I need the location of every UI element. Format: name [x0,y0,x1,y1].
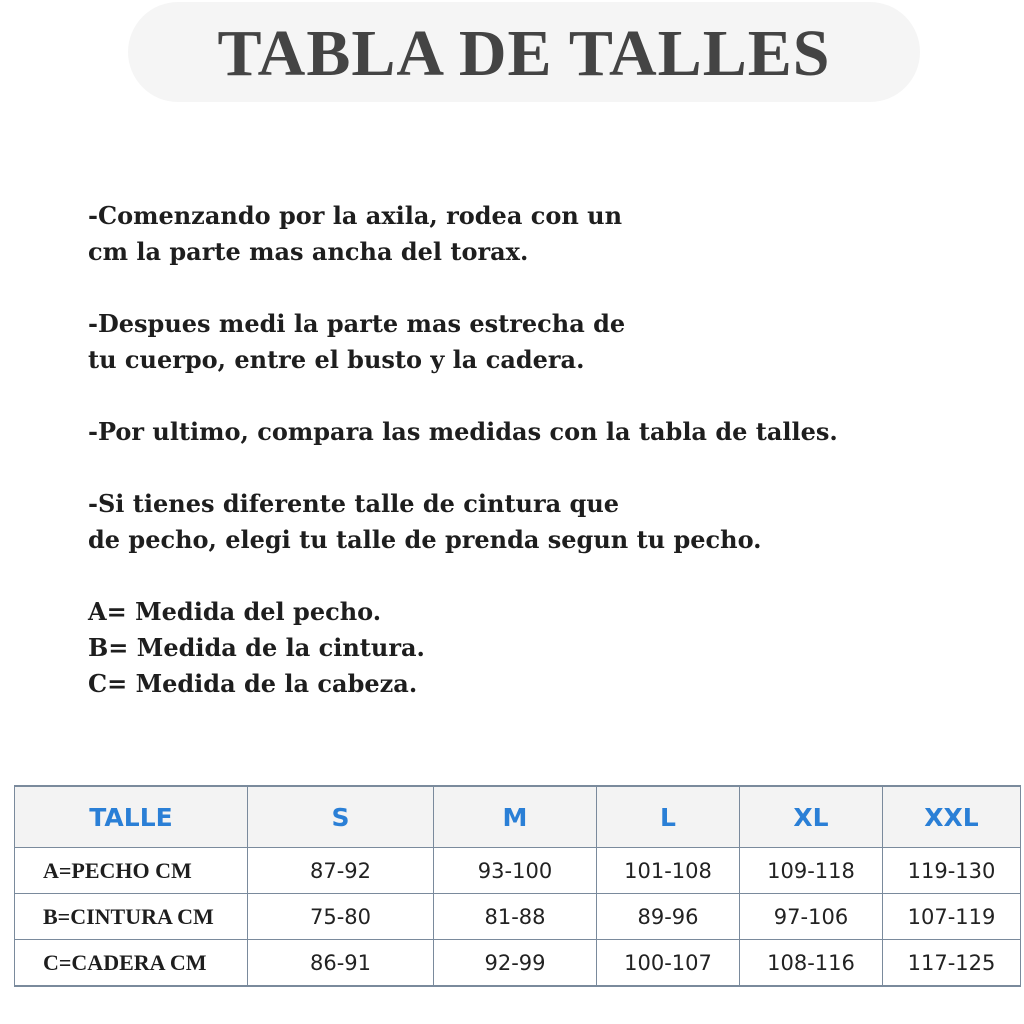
title-banner [128,2,920,102]
table-cell: 119-130 [883,848,1021,894]
table-cell: 108-116 [740,940,883,987]
legend-item-b: B= Medida de la cintura. [88,633,425,662]
table-cell: 81-88 [434,894,597,940]
instruction-paragraph [88,414,988,450]
table-cell: 101-108 [597,848,740,894]
instruction-line: -Si tienes diferente talle de cintura que [88,489,620,518]
size-chart-table [14,785,1021,987]
measurement-legend [88,594,988,702]
instruction-line: -Despues medi la parte mas estrecha de [88,309,626,338]
header-size-xl: XL [740,786,883,848]
header-size-s: S [248,786,434,848]
legend-item-c: C= Medida de la cabeza. [88,669,418,698]
measuring-instructions [88,198,988,702]
table-cell: 86-91 [248,940,434,987]
instruction-paragraph [88,486,988,558]
table-row-pecho [15,848,1021,894]
row-label: C=CADERA CM [15,940,248,987]
table-cell: 92-99 [434,940,597,987]
table-row-cintura [15,894,1021,940]
instruction-line: tu cuerpo, entre el busto y la cadera. [88,345,585,374]
instruction-line: -Comenzando por la axila, rodea con un [88,201,623,230]
table-cell: 100-107 [597,940,740,987]
table-cell: 117-125 [883,940,1021,987]
table-cell: 75-80 [248,894,434,940]
table-row-cadera [15,940,1021,987]
instruction-line: cm la parte mas ancha del torax. [88,237,529,266]
header-talle: TALLE [15,786,248,848]
table-cell: 97-106 [740,894,883,940]
header-size-l: L [597,786,740,848]
instruction-line: -Por ultimo, compara las medidas con la tabla de talles. [88,417,838,446]
table-cell: 107-119 [883,894,1021,940]
header-size-xxl: XXL [883,786,1021,848]
table-cell: 109-118 [740,848,883,894]
header-size-m: M [434,786,597,848]
instruction-paragraph [88,306,988,378]
table-cell: 87-92 [248,848,434,894]
page-title: TABLA DE TALLES [217,17,831,90]
legend-item-a: A= Medida del pecho. [88,597,382,626]
table-cell: 89-96 [597,894,740,940]
table-cell: 93-100 [434,848,597,894]
row-label: B=CINTURA CM [15,894,248,940]
row-label: A=PECHO CM [15,848,248,894]
table-header-row [15,786,1021,848]
instruction-line: de pecho, elegi tu talle de prenda segun tu pecho. [88,525,762,554]
instruction-paragraph [88,198,988,270]
